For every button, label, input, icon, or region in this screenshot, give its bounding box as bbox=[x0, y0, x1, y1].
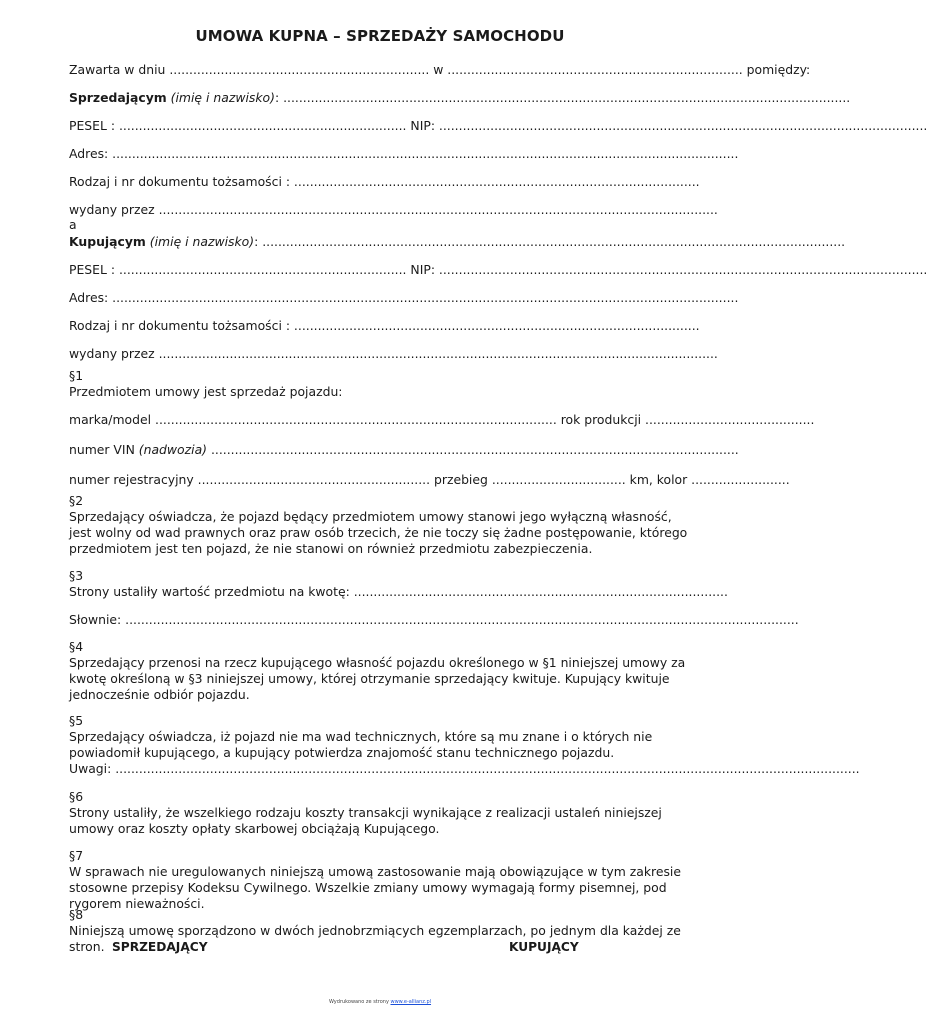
contract-date-line bbox=[69, 62, 810, 78]
vin-field[interactable]: ...................................................................................................................................... bbox=[207, 442, 739, 457]
section-8-text: Niniejszą umowę sporządzono w dwóch jednobrzmiących egzemplarzach, po jednym dla każdej ze stron. bbox=[69, 923, 681, 954]
vin-label: numer VIN bbox=[69, 442, 139, 457]
buyer-nip-field[interactable]: NIP: ............................................................................................................................ bbox=[406, 262, 927, 277]
mileage-field[interactable]: .................................. bbox=[491, 472, 626, 487]
seller-address-field[interactable]: Adres: ............................................................................................................................................................... bbox=[69, 146, 739, 161]
section-2-number: §2 bbox=[69, 493, 84, 508]
make-model-label: marka/model bbox=[69, 412, 156, 427]
section-5-text: Sprzedający oświadcza, iż pojazd nie ma wad technicznych, które są mu znane i o których nie powiadomił kupującego, a kupujący potwierdza znajomość stanu technicznego pojazdu. bbox=[69, 729, 653, 760]
section-1-text: Przedmiotem umowy jest sprzedaż pojazdu: bbox=[69, 384, 343, 399]
vin-hint: (nadwozia) bbox=[138, 442, 208, 457]
make-model-field[interactable]: ...................................................................................................... bbox=[155, 412, 557, 427]
place-prefix: w bbox=[429, 62, 448, 77]
price-field[interactable]: Strony ustaliły wartość przedmiotu na kwotę: ............................................................................................... bbox=[69, 584, 728, 599]
mileage-label: przebieg bbox=[430, 472, 492, 487]
color-field[interactable]: ......................... bbox=[691, 472, 790, 487]
notes-field[interactable]: Uwagi: ............................................................................................................................................................................................. bbox=[69, 761, 860, 776]
conjunction-a: a bbox=[69, 217, 77, 232]
seller-nip-field[interactable]: NIP: ............................................................................................................................ bbox=[406, 118, 927, 133]
seller-pesel-field[interactable]: PESEL : ......................................................................... bbox=[69, 118, 407, 133]
seller-name-field[interactable]: : ................................................................................................................................................ bbox=[274, 90, 851, 105]
buyer-name-hint: (imię i nazwisko) bbox=[145, 234, 255, 249]
make-year-line bbox=[69, 412, 814, 428]
buyer-label: Kupującym bbox=[69, 234, 146, 249]
seller-name-hint: (imię i nazwisko) bbox=[166, 90, 275, 105]
buyer-id-document-field[interactable]: Rodzaj i nr dokumentu tożsamości : ....................................................................................................... bbox=[69, 318, 700, 333]
buyer-name-line bbox=[69, 234, 845, 250]
production-year-label: rok produkcji bbox=[556, 412, 646, 427]
seller-label: Sprzedającym bbox=[69, 90, 167, 105]
section-4-number: §4 bbox=[69, 639, 84, 654]
place-field[interactable]: ........................................................................... bbox=[447, 62, 743, 77]
vin-line bbox=[69, 442, 739, 458]
km-color-label: km, kolor bbox=[625, 472, 692, 487]
price-in-words-field[interactable]: Słownie: ........................................................................................................................................................................... bbox=[69, 612, 799, 627]
footer-link[interactable]: www.e-allianz.pl bbox=[390, 999, 432, 1005]
date-prefix: Zawarta w dniu bbox=[69, 62, 170, 77]
buyer-pesel-field[interactable]: PESEL : ......................................................................... bbox=[69, 262, 407, 277]
buyer-signature-label: KUPUJĄCY bbox=[509, 940, 579, 954]
section-7-number: §7 bbox=[69, 848, 84, 863]
registration-label: numer rejestracyjny bbox=[69, 472, 198, 487]
production-year-field[interactable]: ........................................... bbox=[645, 412, 815, 427]
registration-line bbox=[69, 472, 790, 488]
buyer-address-field[interactable]: Adres: ............................................................................................................................................................... bbox=[69, 290, 739, 305]
section-4-text: Sprzedający przenosi na rzecz kupującego własność pojazdu określonego w §1 niniejszej umowy za kwotę określoną w §3 niniejszej umowy, której otrzymanie sprzedający kwituje. Kupujący kwituje jednocześnie odbiór pojazdu. bbox=[69, 655, 686, 702]
section-5-number: §5 bbox=[69, 713, 84, 728]
section-1-number: §1 bbox=[69, 368, 84, 383]
date-field[interactable]: .................................................................. bbox=[169, 62, 430, 77]
between-label: pomiędzy: bbox=[742, 62, 811, 77]
section-3-number: §3 bbox=[69, 568, 84, 583]
seller-issued-by-field[interactable]: wydany przez .............................................................................................................................................. bbox=[69, 202, 718, 217]
buyer-name-field[interactable]: : .................................................................................................................................................... bbox=[254, 234, 846, 249]
buyer-issued-by-field[interactable]: wydany przez .............................................................................................................................................. bbox=[69, 346, 718, 361]
document-title: UMOWA KUPNA – SPRZEDAŻY SAMOCHODU bbox=[195, 27, 565, 45]
section-7-text: W sprawach nie uregulowanych niniejszą umową zastosowanie mają obowiązujące w tym zakresie stosowne przepisy Kodeksu Cywilnego. Wszelkie zmiany umowy wymagają formy pisemnej, pod rygorem nieważności. bbox=[69, 864, 681, 911]
seller-pesel-nip-line bbox=[69, 118, 927, 134]
section-2-text: Sprzedający oświadcza, że pojazd będący przedmiotem umowy stanowi jego wyłączną własność, jest wolny od wad prawnych oraz praw osób trzecich, że nie toczy się żadne postępowanie, którego przedmiotem jest ten pojazd, że nie stanowi on również przedmiotu zabezpieczenia. bbox=[69, 509, 688, 556]
section-6-number: §6 bbox=[69, 789, 84, 804]
seller-signature-label: SPRZEDAJĄCY bbox=[112, 940, 208, 954]
section-8-number: §8 bbox=[69, 907, 84, 922]
seller-id-document-field[interactable]: Rodzaj i nr dokumentu tożsamości : ....................................................................................................... bbox=[69, 174, 700, 189]
registration-field[interactable]: ........................................................... bbox=[197, 472, 431, 487]
seller-name-line bbox=[69, 90, 850, 106]
buyer-pesel-nip-line bbox=[69, 262, 927, 278]
section-6-text: Strony ustaliły, że wszelkiego rodzaju koszty transakcji wynikające z realizacji ustaleń niniejszej umowy oraz koszty opłaty skarbowej obciążają Kupującego. bbox=[69, 805, 662, 836]
footer bbox=[0, 999, 760, 1005]
footer-prefix: Wydrukowano ze strony bbox=[328, 999, 391, 1005]
